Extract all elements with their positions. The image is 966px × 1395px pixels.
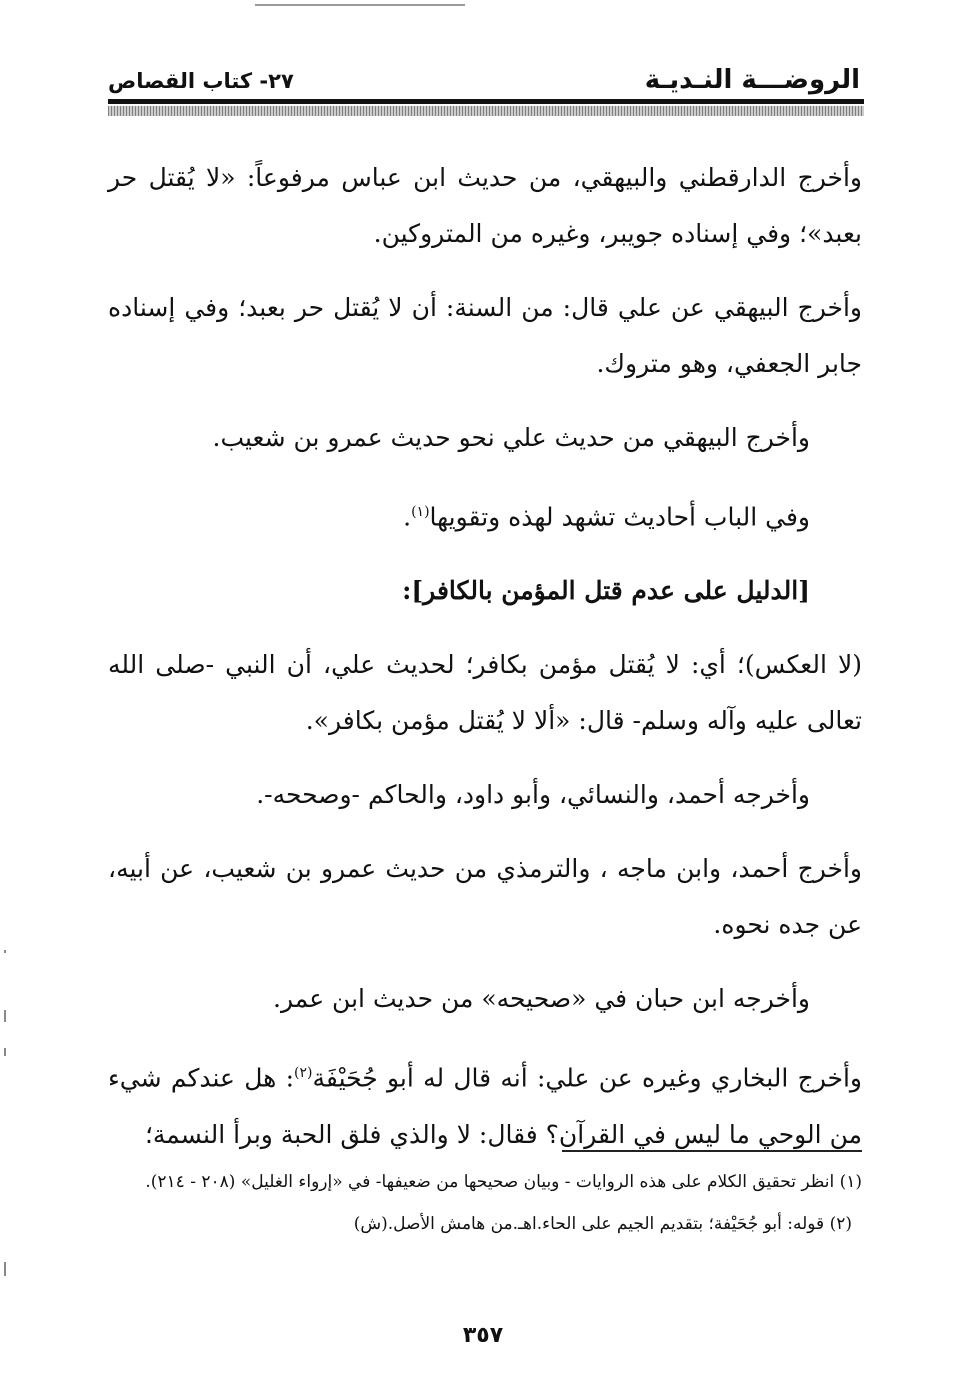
- paragraph-tail: .: [403, 502, 412, 532]
- main-text: [108, 150, 862, 1181]
- footnote: (١) انظر تحقيق الكلام على هذه الروايات - وبيان صحيحها من ضعيفها- في «إرواء الغليل» (٢٠٨ - ٢١٤).: [145, 1172, 862, 1192]
- footnote-marker: (٢): [294, 1065, 313, 1082]
- paragraph: وأخرج البيهقي من حديث علي نحو حديث عمرو بن شعيب.: [212, 423, 810, 452]
- chapter-title: ٢٧- كتاب القصاص: [108, 69, 294, 93]
- paragraph: وأخرجه أحمد، والنسائي، وأبو داود، والحاكم -وصححه-.: [256, 780, 810, 810]
- paragraph: وأخرج الدارقطني والبيهقي، من حديث ابن عباس مرفوعاً: «لا يُقتل حر بعبد»؛ وفي إسناده جويبر، وغيره من المتروكين.: [108, 163, 862, 248]
- paragraph-tail: : هل عندكم شيء من الوحي ما ليس في القرآن؟ فقال: لا والذي فلق الحبة وبرأ النسمة؛: [108, 1063, 862, 1149]
- scan-speck: [4, 1048, 6, 1056]
- paragraph: [108, 484, 862, 545]
- scan-speck: [4, 950, 6, 953]
- footnote: (٢) قوله: أبو جُحَيْفة؛ بتقديم الجيم على الحاء.اهـ.من هامش الأصل.(ش): [353, 1214, 852, 1234]
- paragraph: وأخرجه ابن حبان في «صحيحه» من حديث ابن عمر.: [273, 984, 810, 1014]
- footnote-marker: (١): [411, 504, 430, 520]
- header-rule: [108, 99, 864, 104]
- scan-speck: [4, 1010, 6, 1022]
- scan-speck: [4, 1262, 6, 1276]
- footnote-separator: [562, 1150, 862, 1152]
- paragraph: وأخرج أحمد، وابن ماجه ، والترمذي من حديث عمرو بن شعيب، عن أبيه، عن جده نحوه.: [108, 854, 862, 940]
- paragraph-text: وأخرج البخاري وغيره عن علي: أنه قال له أبو جُحَيْفَة: [312, 1063, 862, 1093]
- paragraph-text: وفي الباب أحاديث تشهد لهذه وتقويها: [429, 502, 810, 532]
- top-scan-line: [255, 4, 465, 6]
- page-number: ٣٥٧: [462, 1323, 504, 1348]
- paragraph: [108, 1045, 862, 1162]
- footnotes: [108, 1164, 862, 1248]
- paragraph: وأخرج البيهقي عن علي قال: من السنة: أن لا يُقتل حر بعبد؛ وفي إسناده جابر الجعفي، وهو متروك.: [108, 293, 862, 378]
- section-heading: [الدليل على عدم قتل المؤمن بالكافر]:: [402, 576, 810, 606]
- book-title: الروضـــة النـديـة: [644, 65, 860, 95]
- running-header: [108, 64, 860, 96]
- header-hatched-rule: [108, 106, 864, 116]
- paragraph: (لا العكس)؛ أي: لا يُقتل مؤمن بكافر؛ لحديث علي، أن النبي -صلى الله تعالى عليه وآله وسلم- قال: «ألا لا يُقتل مؤمن بكافر».: [108, 650, 862, 736]
